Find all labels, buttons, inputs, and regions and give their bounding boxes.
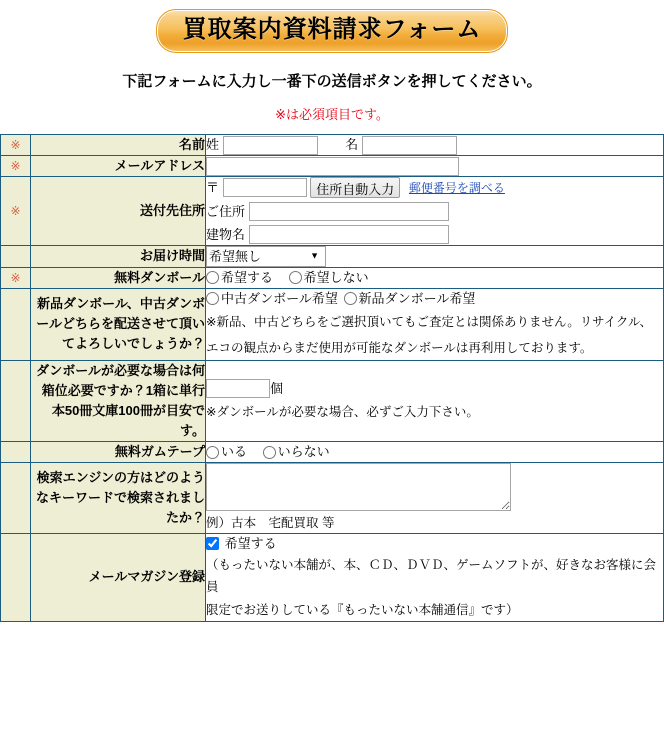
- free-box-yes-label: 希望する: [221, 270, 274, 286]
- auto-fill-address-button[interactable]: 住所自動入力: [310, 177, 400, 198]
- box-type-used-label: 中古ダンボール希望: [221, 290, 338, 306]
- delivery-time-select-wrap: [206, 246, 326, 267]
- table-row-search-keyword: [1, 463, 664, 534]
- mail-magazine-note-line2: 限定でお送りしている『もったいない本舗通信』です）: [206, 602, 519, 617]
- building-input[interactable]: [249, 225, 449, 244]
- zip-label: 〒: [206, 179, 220, 195]
- box-type-new-label: 新品ダンボール希望: [358, 290, 476, 306]
- table-row-address: [1, 177, 664, 246]
- value-mail-magazine: [206, 534, 664, 622]
- gum-tape-yes-radio[interactable]: [206, 446, 219, 459]
- address-input[interactable]: [249, 202, 449, 221]
- zip-row: [206, 177, 663, 198]
- required-mark-free-box: ※: [1, 267, 31, 288]
- free-box-yes-option[interactable]: [206, 270, 277, 285]
- label-box-type: 新品ダンボール、中古ダンボールどちらを配送させて頂いてよろしいでしょうか？: [31, 288, 206, 360]
- required-mark-email: ※: [1, 155, 31, 176]
- gum-tape-no-option[interactable]: [263, 444, 330, 459]
- request-form-table: [0, 134, 664, 622]
- table-row-box-type: [1, 288, 664, 360]
- gum-tape-no-radio[interactable]: [263, 446, 276, 459]
- free-box-no-option[interactable]: [289, 270, 369, 285]
- value-box-count: [206, 360, 664, 442]
- value-email: [206, 155, 664, 176]
- label-free-box: 無料ダンボール: [31, 267, 206, 288]
- table-row-mail-magazine: [1, 534, 664, 622]
- box-count-input[interactable]: [206, 379, 270, 398]
- label-gum-tape: 無料ガムテープ: [31, 442, 206, 463]
- box-type-note-line2: エコの観点からまだ使用が可能なダンボールは再利用しております。: [206, 341, 593, 356]
- label-email: メールアドレス: [31, 155, 206, 176]
- table-row-name: [1, 134, 664, 155]
- box-count-note: ※ダンボールが必要な場合、必ずご入力下さい。: [206, 405, 479, 420]
- required-mark-name: ※: [1, 134, 31, 155]
- label-address: 送付先住所: [31, 177, 206, 246]
- form-subtitle: 下記フォームに入力し一番下の送信ボタンを押してください。: [122, 72, 542, 90]
- search-keyword-textarea[interactable]: [206, 463, 511, 511]
- search-keyword-example: 例）古本 宅配買取 等: [206, 516, 335, 531]
- label-delivery-time: お届け時間: [31, 245, 206, 267]
- building-row: [206, 224, 663, 244]
- mark-empty-mail-magazine: [1, 534, 31, 622]
- box-count-unit: 個: [270, 380, 284, 396]
- table-row-email: [1, 155, 664, 176]
- mark-empty-search-keyword: [1, 463, 31, 534]
- free-box-no-label: 希望しない: [303, 270, 369, 286]
- gum-tape-yes-option[interactable]: [206, 444, 251, 459]
- table-row-gum-tape: [1, 442, 664, 463]
- zip-lookup-link[interactable]: 郵便番号を調べる: [408, 180, 505, 195]
- label-search-keyword: 検索エンジンの方はどのようなキーワードで検索されましたか？: [31, 463, 206, 534]
- free-box-yes-radio[interactable]: [206, 271, 219, 284]
- mark-empty-box-count: [1, 360, 31, 442]
- chevron-down-icon: ▼: [310, 250, 319, 261]
- gum-tape-no-label: いらない: [277, 444, 330, 460]
- mark-empty-delivery-time: [1, 245, 31, 267]
- mail-magazine-option[interactable]: [206, 536, 277, 551]
- box-type-used-option[interactable]: [206, 291, 342, 306]
- label-mail-magazine: メールマガジン登録: [31, 534, 206, 622]
- value-free-box: [206, 267, 664, 288]
- page-title: 買取案内資料請求フォーム: [156, 9, 509, 53]
- box-count-input-row: [206, 378, 663, 398]
- page-header: [0, 0, 664, 123]
- required-mark-address: ※: [1, 177, 31, 246]
- table-row-box-count: [1, 360, 664, 442]
- table-row-free-box: [1, 267, 664, 288]
- label-box-count: ダンボールが必要な場合は何箱位必要ですか？1箱に単行本50冊文庫100冊が目安です。: [31, 360, 206, 442]
- address-label: ご住所: [206, 203, 246, 219]
- box-type-new-radio[interactable]: [344, 292, 357, 305]
- sei-label: 姓: [206, 137, 220, 153]
- table-row-delivery-time: [1, 245, 664, 267]
- mark-empty-gum-tape: [1, 442, 31, 463]
- sei-input[interactable]: [223, 136, 318, 155]
- box-type-used-radio[interactable]: [206, 292, 219, 305]
- box-type-options: [206, 289, 663, 309]
- label-name: 名前: [31, 134, 206, 155]
- building-label: 建物名: [206, 227, 246, 243]
- box-type-new-option[interactable]: [344, 291, 476, 306]
- zip-input[interactable]: [223, 178, 307, 197]
- value-name: [206, 134, 664, 155]
- mei-label: 名: [345, 137, 359, 153]
- box-type-note-line1: ※新品、中古どちらをご選択頂いてもご査定とは関係ありません。リサイクル、: [206, 315, 652, 330]
- value-delivery-time: [206, 245, 664, 267]
- free-box-no-radio[interactable]: [289, 271, 302, 284]
- mail-magazine-checkbox[interactable]: [206, 537, 219, 550]
- mei-input[interactable]: [362, 136, 457, 155]
- value-address: [206, 177, 664, 246]
- mark-empty-box-type: [1, 288, 31, 360]
- gum-tape-yes-label: いる: [221, 444, 248, 460]
- address-row: [206, 201, 663, 221]
- email-input[interactable]: [206, 157, 459, 176]
- mail-magazine-note-line1: （もったいない本舗が、本、ＣＤ、ＤＶＤ、ゲームソフトが、好きなお客様に会員: [206, 557, 657, 595]
- mail-magazine-checkbox-label: 希望する: [224, 536, 277, 552]
- value-box-type: [206, 288, 664, 360]
- value-gum-tape: [206, 442, 664, 463]
- required-fields-note: ※は必須項目です。: [275, 106, 389, 122]
- value-search-keyword: [206, 463, 664, 534]
- delivery-time-select[interactable]: [206, 246, 326, 267]
